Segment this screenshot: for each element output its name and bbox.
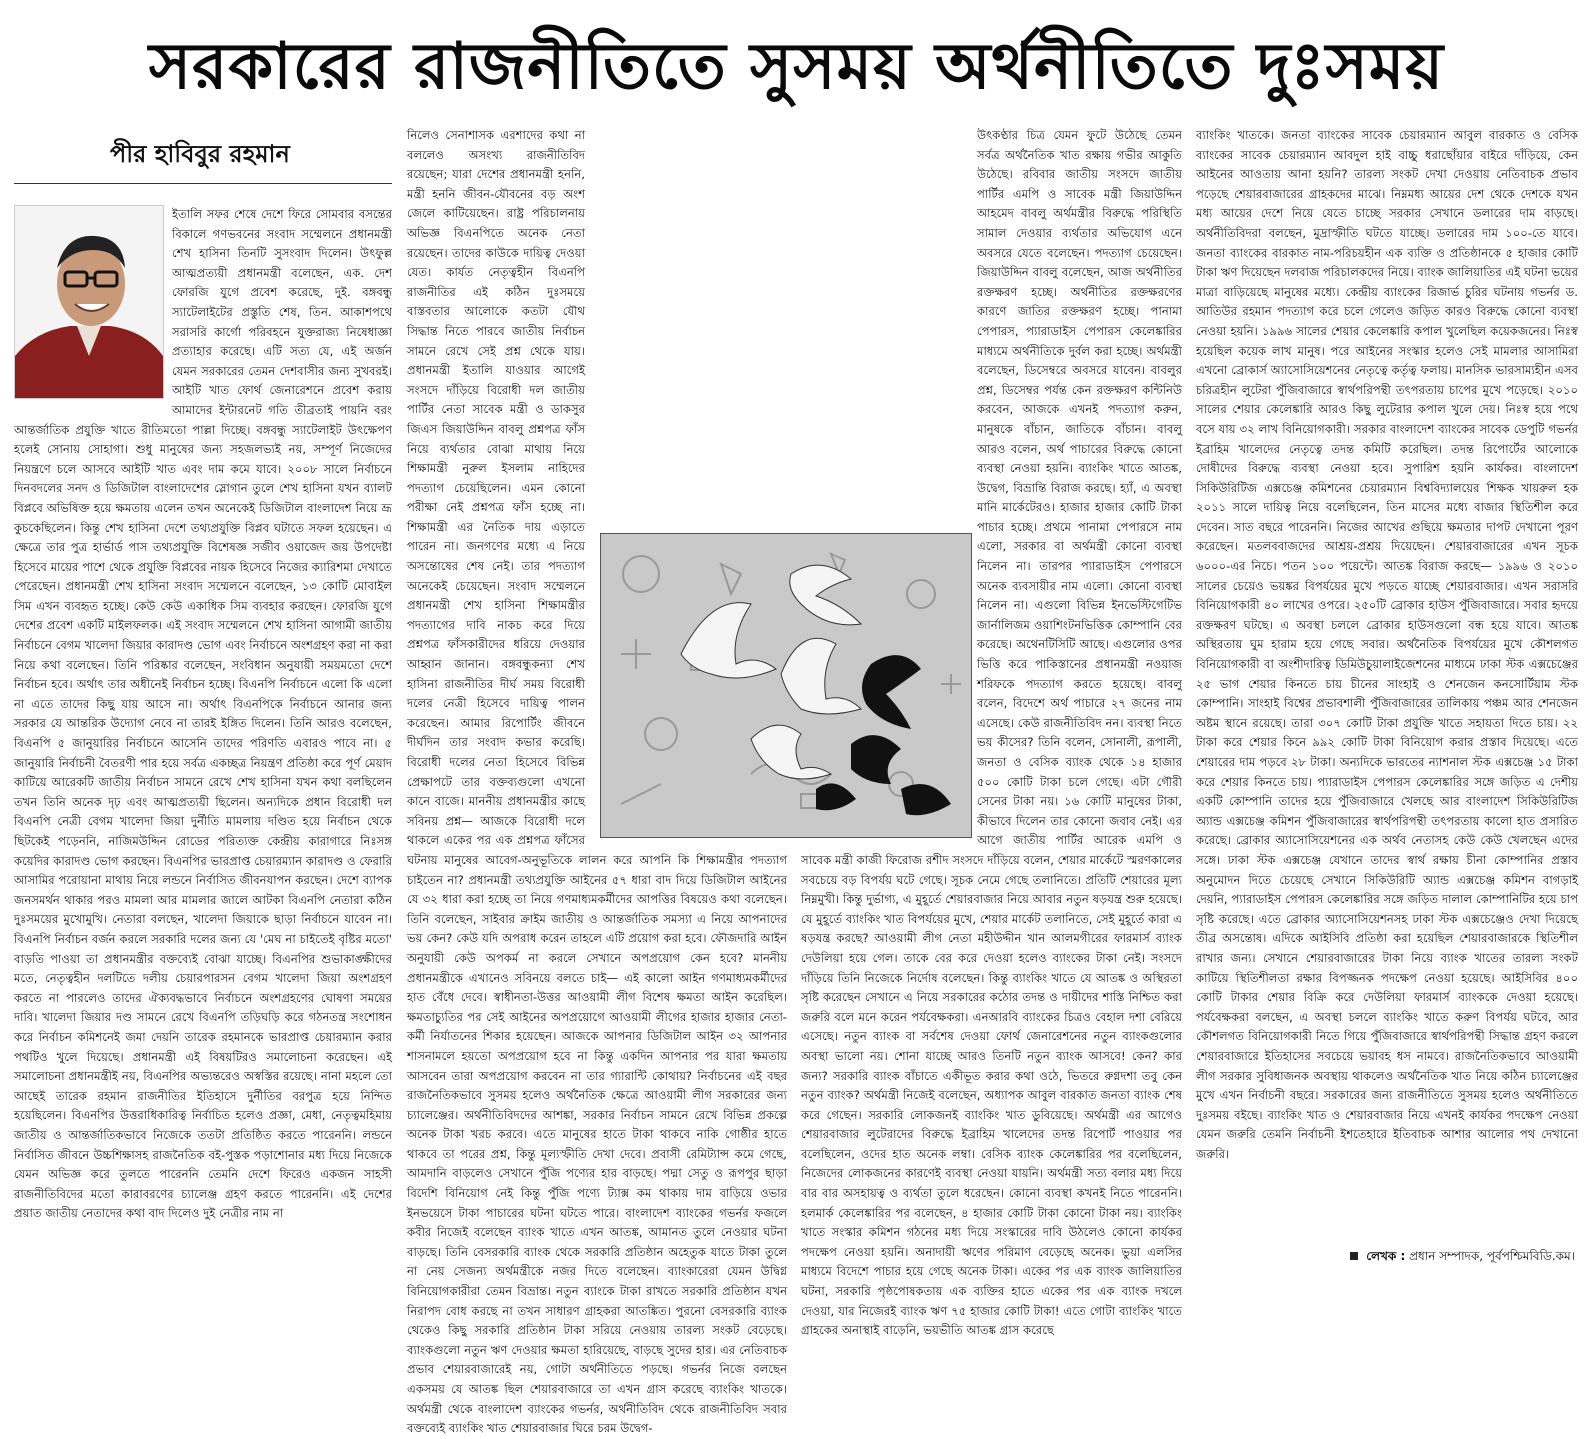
byline-divider <box>14 183 392 184</box>
footer-label: লেখক : <box>1366 1249 1406 1263</box>
author-portrait-icon <box>15 206 163 398</box>
byline: পীর হাবিবুর রহমান <box>110 140 290 168</box>
footer-credit <box>1350 1248 1575 1268</box>
square-bullet-icon <box>1350 1252 1358 1260</box>
flying-doves-illustration-icon <box>601 534 971 837</box>
author-photo <box>14 205 164 399</box>
illustration <box>600 533 972 838</box>
column-1 <box>14 205 392 1265</box>
column-3-text: উৎকণ্ঠার চিত্র যেমন ফুটে উঠেছে তেমন সর্বত্র অর্থনৈতিক খাত রক্ষায় গভীর আকুতি উঠেছে। রবিবার জাতীয় সংসদে জাতীয় পার্টির এমপি ও সাবেক মন্ত্রী জিয়াউদ্দিন আহমেদ বাবলু অর্থমন্ত্রীর বিরুদ্ধে পরিস্থিতি সামাল দেওয়ার ব্যর্থতার অভিযোগ এনে অবসরে যেতে বলেছেন। পদত্যাগ চেয়েছেন। জিয়াউদ্দিন বাবলু বলেছেন, আজ অর্থনীতির রক্তক্ষরণ হচ্ছে। অর্থনীতির রক্তক্ষরণের কারণে জাতির রক্তক্ষরণ হচ্ছে। পানামা পেপারস, প্যারাডাইস পেপারস কেলেঙ্কারির মাধ্যমে অর্থনীতিকে দুর্বল করা হচ্ছে। অর্থমন্ত্রী বলেছেন, ডিসেম্বরে অবসরে যাবেন। বাবলুর প্রশ্ন, ডিসেম্বর পর্যন্ত কেন রক্তক্ষরণ কন্টিনিউ করবেন, আজকে এখনই পদত্যাগ করুন, মানুষকে বাঁচান, জাতিকে বাঁচান। বাবলু আরও বলেন, অর্থ পাচারের বিরুদ্ধে কোনো ব্যবস্থা নেওয়া হয়নি। ব্যাংকিং খাতে আতঙ্ক, উদ্বেগ, বিভ্রান্তি বিরাজ করছে। হ্যাঁ, এ অবস্থা মানি মার্কেটেরও। হাজার হাজার কোটি টাকা পাচার হচ্ছে। প্রথমে পানামা পেপারসে নাম এলো, সরকার বা অর্থমন্ত্রী কোনো ব্যবস্থা নিলেন না। তারপর প্যারাডাইস পেপারসে অনেক ব্যবসায়ীর নাম এলো। কোনো ব্যবস্থা নিলেন না। এগুলো বিভিন্ন ইনভেস্টিগেটিভ জার্নালিজম ওয়াশিংটনভিত্তিক কোম্পানি বের করেছে। অথেনটিসিটি আছে। এগুলোর ওপর ভিত্তি করে পাকিস্তানের প্রধানমন্ত্রী নওয়াজ শরিফকে পদত্যাগ করতে হয়েছে। বাবলু বলেন, বিদেশে অর্থ পাচারে ২৭ জনের নাম এসেছে। কেউ রাজনীতিবিদ নন। ব্যবস্থা নিতে ভয় কীসের? তিনি বলেন, সোনালী, রূপালী, জনতা ও বেসিক ব্যাংক থেকে ১৪ হাজার ৫০০ কোটি টাকা চলে গেছে। এটা গৌরী সেনের টাকা নয়। ১৬ কোটি মানুষের টাকা, কীভাবে দিলেন তার কোনো জবাব নেই। এর আগে জাতীয় পার্টির আরেক এমপি ও সাবেক মন্ত্রী কাজী ফিরোজ রশীদ সংসদে দাঁড়িয়ে বলেন, শেয়ার মার্কেটে স্মরণকালের সবচেয়ে বড় বিপর্যয় ঘটে গেছে। সূচক নেমে গেছে তলানিতে। প্রতিটি শেয়ারের মূল্য নিম্নমুখী। কিন্তু দুর্ভাগ্য, এ মুহূর্তে শেয়ারবাজার নিয়ে আবার নতুন ষড়যন্ত্র শুরু হয়েছে। যে মুহূর্তে ব্যাংকিং খাত বিপর্যয়ের মুখে, শেয়ার মার্কেট তলানিতে, সেই মুহূর্তে কারা এ ষড়যন্ত্র করছে? আওয়ামী লীগ নেতা মহীউদ্দীন খান আলমগীরের ফারমার্স ব্যাংক দেউলিয়া হয়ে গেল। তাকে বের করে দেওয়া হলেও ব্যাংকের টাকা নেই। সংসদে দাঁড়িয়ে তিনি নিজেকে নির্দোষ বলেছেন। কিন্তু ব্যাংকিং খাতে যে আতঙ্ক ও অস্থিরতা সৃষ্টি করেছেন সেখানে এ নিয়ে সরকারের কঠোর তদন্ত ও দায়ীদের শাস্তি নিশ্চিত করা জরুরি বলে মনে করেন পর্যবেক্ষকরা। এনআরবি ব্যাংকের চিত্রও বেহাল দশা বেরিয়ে এসেছে। নতুন ব্যাংক বা সর্বশেষ দেওয়া ফোর্থ জেনারেশনের নতুন ব্যাংকগুলোর অবস্থা ভালো নয়। শোনা যাচ্ছে আরও তিনটি নতুন ব্যাংক আসবে! কেন? কার জন্য? সরকারি ব্যাংক বাঁচাতে একীভূত করার কথা ওঠে, ভিতরে রুগ্নদশা তবু কেন নতুন ব্যাংক? অর্থমন্ত্রী নিজেই বলেছেন, অধ্যাপক আবুল বারকাত জনতা ব্যাংক শেষ করে গেছেন। সরকারি লোকজনই ব্যাংকিং খাত ডুবিয়েছে। অর্থমন্ত্রী এর আগেও শেয়ারবাজার লুটেরাদের বিরুদ্ধে ইব্রাহিম খালেদের তদন্ত রিপোর্ট পাওয়ার পর বলেছিলেন, ওদের হাত অনেক লম্বা। বেসিক ব্যাংক কেলেঙ্কারির পর বলেছিলেন, নিজেদের লোকজনের কারণেই ব্যবস্থা নেওয়া যায়নি। অর্থমন্ত্রী সত্য বলার মধ্য দিয়ে বার বার অসহায়ত্ব ও ব্যর্থতা তুলে ধরেছেন। কোনো ব্যবস্থা কখনই নিতে পারেননি। হলমার্ক কেলেঙ্কারির পর বলেছেন, ৪ হাজার কোটি টাকা কোনো টাকা নয়। ব্যাংকিং খাতে সংস্কার কমিশন গঠনের মধ্য দিয়ে সংস্কারের দাবি উঠলেও কোনো কার্যকর পদক্ষেপ নেওয়া হয়নি। অনাদায়ী ঋণের পরিমাণ বেড়েছে অনেক। ভুয়া এলসির মাধ্যমে বিদেশে পাচার হয়ে গেছে অনেক টাকা। একের পর এক ব্যাংক জালিয়াতির ঘটনা, সরকারি পৃষ্ঠপোষকতায় এক ব্যক্তির হাতে একের পর এক ব্যাংক দখলে দেওয়া, যার নিজেরই ব্যাংক ঋণ ৭৫ হাজার কোটি টাকা! এতে গোটা ব্যাংকিং খাতে গ্রাহকের অনাস্থাই বাড়েনি, ভয়ভীতি আতঙ্ক গ্রাস করেছে <box>801 128 1182 1338</box>
column-1-text: ইতালি সফর শেষে দেশে ফিরে সোমবার বসন্তের বিকালে গণভবনের সংবাদ সম্মেলনে প্রধানমন্ত্রী শেখ হাসিনা তিনটি সুসংবাদ দিলেন। উৎফুল্ল আত্মপ্রত্যয়ী প্রধানমন্ত্রী বলেছেন, এক. দেশ ফোরজি যুগে প্রবেশ করেছে, দুই. বঙ্গবন্ধু স্যাটেলাইটের প্রস্তুতি শেষ, তিন. আকাশপথে সরাসরি কার্গো পরিবহনে যুক্তরাজ্য নিষেধাজ্ঞা প্রত্যাহার করেছে। এটি সত্য যে, এই অর্জন যেমন সরকারের তেমন দেশবাসীর জন্য সুখবরই। আইটি খাত ফোর্থ জেনারেশনে প্রবেশ করায় আমাদের ইন্টারনেট গতি তীব্রতাই পায়নি বরং আন্তর্জাতিক প্রযুক্তি খাতে রীতিমতো পাল্লা দিচ্ছে। বঙ্গবন্ধু স্যাটেলাইট উৎক্ষেপণ হলেই সোনায় সোহাগা। শুধু মানুষের জন্য সহজলভ্যই নয়, সম্পূর্ণ নিজেদের নিয়ন্ত্রণে চলে আসবে আইটি খাত এবং দাম কমে যাবে। ২০০৮ সালে নির্বাচনে দিনবদলের সনদ ও ডিজিটাল বাংলাদেশের স্লোগান তুলে শেখ হাসিনা যখন ব্যালট বিপ্লবে অভিষিক্ত হয়ে ক্ষমতায় এলেন তখন অনেকেই ডিজিটাল বাংলাদেশ নিয়ে ভ্রূ কুচকেছিলেন। কিন্তু শেখ হাসিনা দেশে তথ্যপ্রযুক্তি বিপ্লব ঘটাতে সফল হয়েছেন। এ ক্ষেত্রে তার পুত্র হার্ভার্ড পাস তথ্যপ্রযুক্তি বিশেষজ্ঞ সজীব ওয়াজেদ জয় উপদেষ্টা হিসেবে মায়ের পাশে থেকে প্রযুক্তি বিপ্লবের নায়ক হিসেবে নিজের ক্যারিশমা দেখাতে পেরেছেন। প্রধানমন্ত্রী শেখ হাসিনা সংবাদ সম্মেলনে বলেছেন, ১৩ কোটি মোবাইল সিম এখন ব্যবহৃত হচ্ছে। কেউ কেউ একাধিক সিম ব্যবহার করছেন। ফোরজি যুগে দেশের প্রবেশ একটি মাইলফলক। এই সংবাদ সম্মেলনে শেখ হাসিনা আগামী জাতীয় নির্বাচনে বেগম খালেদা জিয়ার কারাদণ্ড ভোগ এবং নির্বাচনে অংশগ্রহণ করা না করা নিয়ে কথা বলেছেন। তিনি পরিষ্কার বলেছেন, সংবিধান অনুযায়ী সময়মতো দেশে নির্বাচন হবে। অর্থাৎ তার অধীনেই নির্বাচন হচ্ছে। বিএনপি নির্বাচনে এলো কি এলো না এতে তাদের কিছু যায় আসে না। অর্থাৎ বিএনপিকে নির্বাচনে আনার জন্য সরকার যে আন্তরিক উদ্যোগ নেবে না তারই ইঙ্গিত দিলেন। তিনি আরও বলেছেন, বিএনপি ৫ জানুয়ারির নির্বাচনে আসেনি তাদের পরিণতি এবারও পাবে না। ৫ জানুয়ারি নির্বাচনী বৈতরণী পার হয়ে সর্বত্র একচ্ছত্র নিয়ন্ত্রণ প্রতিষ্ঠা করে পূর্ণ মেয়াদ কাটিয়ে আরেকটি জাতীয় নির্বাচন সামনে রেখে শেখ হাসিনা যখন কথা বলছিলেন তখন তিনি অনেক দৃঢ় এবং আত্মপ্রত্যয়ী ছিলেন। অন্যদিকে প্রধান বিরোধী দল বিএনপি নেত্রী বেগম খালেদা জিয়া দুর্নীতি মামলায় দণ্ডিত হয়ে নির্বাচন থেকে ছিটকেই পড়েননি, নাজিমউদ্দিন রোডের পরিত্যক্ত কেন্দ্রীয় কারাগারে নিঃসঙ্গ কয়েদির কারাদণ্ড ভোগ করছেন। বিএনপির ভারপ্রাপ্ত চেয়ারম্যান কারাদণ্ড ও ফেরারি আসামির পরোয়ানা মাথায় নিয়ে লন্ডনে নির্বাসিত জীবনযাপন করছেন। দেশে ব্যাপক জনসমর্থন থাকার পরও মামলা আর মামলার জালে আটকা বিএনপি নেতারা কঠিন দুঃসময়ের মুখোমুখি। নেতারা বলছেন, খালেদা জিয়াকে ছাড়া নির্বাচনে যাবেন না। বিএনপি নির্বাচন বর্জন করলে সরকারি দলের জন্য যে 'মেঘ না চাইতেই বৃষ্টির মতো' বাড়তি পাওয়া তা প্রধানমন্ত্রীর বক্তব্যেই বোঝা যাচ্ছে। বিএনপির শুভাকাঙ্ক্ষীদের মতে, নেতৃত্বহীন দলটিতে দলীয় চেয়ারপারসন বেগম খালেদা জিয়া অংশগ্রহণ করতে না পারলেও তাদের ঐক্যবদ্ধভাবে নির্বাচনে অংশগ্রহণের ঘোষণা সময়ের দাবি। খালেদা জিয়ার দণ্ড সামনে রেখে বিএনপি তড়িঘড়ি করে গঠনতন্ত্র সংশোধন করে নির্বাচন কমিশনেই জমা দেয়নি তারেক রহমানকে ভারপ্রাপ্ত চেয়ারম্যান করার পথটিও খুলে দিয়েছে। প্রধানমন্ত্রী এই বিষয়টিরও সমালোচনা করেছেন। এই সমালোচনা প্রধানমন্ত্রীই নয়, বিএনপির অভ্যন্তরেও অস্বস্তির রয়েছে। নানা মহলে তো আছেই তারেক রহমান রাজনীতির ইতিহাসে দুর্নীতির বরপুত্র হয়ে নিন্দিত হয়েছিলেন। বিএনপির উত্তরাধিকারিত্ব নির্বাচিত হলেও প্রজ্ঞা, মেধা, নেতৃত্বমহিমায় জাতীয় ও আন্তর্জাতিকভাবে নিজেকে ততটা প্রতিষ্ঠিত করতে পারেননি। লন্ডনে নির্বাসিত জীবনে উচ্চশিক্ষাসহ রাজনৈতিক বই-পুস্তক পড়াশোনার মধ্য দিয়ে নিজেকে যেমন অভিজ্ঞ করে তুলতে পারেননি তেমনি দেশে ফিরেও একজন সাহসী রাজনীতিবিদের মতো কারাবরণের চ্যালেঞ্জ গ্রহণ করতে পারেননি। এই দেশের প্রয়াত জাতীয় নেতাদের কথা বাদ দিলেও দুই নেত্রীর নাম না <box>14 207 392 1221</box>
column-4 <box>1196 126 1578 1246</box>
headline: সরকারের রাজনীতিতে সুসময় অর্থনীতিতে দুঃসময় <box>148 30 1445 104</box>
column-4-text: ব্যাংকিং খাতকে। জনতা ব্যাংকের সাবেক চেয়ারম্যান আবুল বারকাত ও বেসিক ব্যাংকের সাবেক চেয়ারম্যান আবদুল হাই বাচ্চু ধরাছোঁয়ার বাইরে দাঁড়িয়ে, কেন আইনের আওতায় আনা হয়নি? তারল্য সংকট দেখা দেওয়ায় নেতিবাচক প্রভাব পড়েছে শেয়ারবাজারের গ্রাহকদের মাঝে। নিম্নমধ্য আয়ের দেশ থেকে দেশকে যখন মধ্য আয়ের দেশে নিয়ে যেতে চাচ্ছে সরকার সেখানে ডলারের দাম বাড়ছে। অর্থনীতিবিদরা বলছেন, মুদ্রাস্ফীতি ঘটতে যাচ্ছে। ডলারের দাম ১০০-তে যাবে। জনতা ব্যাংকের বারকাত নাম-পরিচয়হীন এক ব্যক্তি ও প্রতিষ্ঠানকে ৫ হাজার কোটি টাকা ঋণ দিয়েছেন দলবাজ পরিচালকদের নিয়ে। ব্যাংক জালিয়াতির এই ঘটনা ভয়ের মাত্রা বাড়িয়েছে মানুষের মধ্যে। কেন্দ্রীয় ব্যাংকের রিজার্ভ চুরির ঘটনায় গভর্নর ড. আতিউর রহমান পদত্যাগ করে চলে গেলেও জড়িত কারও বিরুদ্ধে কোনো ব্যবস্থা নেওয়া হয়নি। ১৯৯৬ সালের শেয়ার কেলেঙ্কারি কপাল খুলেছিল কয়েকজনের। নিঃস্ব হয়েছিল কয়েক লাখ মানুষ। পরে আইনের সংস্কার হলেও সেই মামলার আসামিরা এখনো ব্রোকার্স অ্যাসোসিয়েশনের নেতৃত্বে কর্তৃত্ব ফলায়। মানসিক ভারসাম্যহীন এসব চরিত্রহীন লুটেরা পুঁজিবাজারে স্বার্থপরিপন্থী তৎপরতায় চাপের মুখে পড়েছে। ২০১০ সালের শেয়ার কেলেঙ্কারি আরও কিছু লুটেরার কপাল খুলে দেয়। নিঃস্ব হয়ে পথে বসে যায় ৩২ লাখ বিনিয়োগকারী। সরকার বাংলাদেশ ব্যাংকের সাবেক ডেপুটি গভর্নর ইব্রাহিম খালেদের নেতৃত্বে তদন্ত কমিটি করেছিল। তদন্ত রিপোর্টের আলোকে দোষীদের বিরুদ্ধে ব্যবস্থা নেওয়া হবে। সুপারিশ হয়নি কার্যকর। বাংলাদেশ সিকিউরিটিজ এক্সচেঞ্জ কমিশনের চেয়ারম্যান বিশ্ববিদ্যালয়ের শিক্ষক খায়রুল হক ২০১১ সালে দায়িত্ব নিয়ে বলেছিলেন, তিন মাসের মধ্যে বাজার স্থিতিশীল করে দেবেন। সাত বছরে পারেননি। নিজের আখের গুছিয়ে ক্ষমতার দাপট দেখানো পূরণ করেছেন। মতলববাজদের আশ্রয়-প্রশ্রয় দিয়েছেন। শেয়ারবাজারের এখন সূচক ৬০০০-এর নিচে। পতন ১০০ পয়েন্টে। আতঙ্ক বিরাজ করছে— ১৯৯৬ ও ২০১০ সালের চেয়েও ভয়ঙ্কর বিপর্যয়ের মুখে পড়তে যাচ্ছে শেয়ারবাজার। এখন সরাসরি বিনিয়োগকারী ৪০ লাখের ওপরে। ২৫০টি ব্রোকার হাউস পুঁজিবাজারে। সবার হৃদয়ে রক্তক্ষরণ ঘটছে। এ অবস্থা চললে ব্রোকার হাউসগুলো বন্ধ হয়ে যাবে। আতঙ্ক অস্থিরতায় ঘুম হারাম হয়ে গেছে সবার। অর্থনৈতিক বিপর্যয়ের মুখে কৌশলগত বিনিয়োগকারী বা অংশীদারিত্ব ডিমিউচুয়ালাইজেশনের মাধ্যমে ঢাকা স্টক এক্সচেঞ্জের ২৫ ভাগ শেয়ার কিনতে চায় চীনের সাংহাই ও শেনজেন কনসোর্টিয়াম স্টক কোম্পানি। সাংহাই বিশ্বের প্রভাবশালী পুঁজিবাজারের তালিকায় পঞ্চম আর শেনজেন অষ্টম স্থানে রয়েছে। তারা ৩০৭ কোটি টাকা প্রযুক্তি খাতে সহায়তা দিতে চায়। ২২ টাকা করে শেয়ার কিনে ৯৯২ কোটি টাকা বিনিয়োগ করার প্রস্তাব দিয়েছে। এতে শেয়ারের দাম পড়বে ২৮ টাকা। অন্যদিকে ভারতের ন্যাশনাল স্টক এক্সচেঞ্জ ১৫ টাকা করে শেয়ার কিনতে চায়। প্যারাডাইস পেপারস কেলেঙ্কারির সঙ্গে জড়িত এ দেশীয় একটি কোম্পানি তাদের হয়ে পুঁজিবাজারে খেলছে আর বাংলাদেশ সিকিউরিটিজ অ্যান্ড এক্সচেঞ্জ কমিশন পুঁজিবাজারের স্বার্থপরিপন্থী তৎপরতায় কালো হাত প্রসারিত করেছে। ব্রোকার অ্যাসোসিয়েশনের এক অর্থব নেতাসহ কেউ কেউ খেলছেন এদের সঙ্গে। ঢাকা স্টক এক্সচেঞ্জ যেখানে তাদের স্বার্থ রক্ষায় চীনা কোম্পানির প্রস্তাব অনুমোদন দিতে চেয়েছে সেখানে সিকিউরিটি অ্যান্ড এক্সচেঞ্জ কমিশন বাগড়াই দেয়নি, প্যারাডাইস পেপারস কেলেঙ্কারির সঙ্গে জড়িত দালাল কোম্পানিটির হয়ে চাপ সৃষ্টি করেছে। এতে ব্রোকার অ্যাসোসিয়েশনসহ ঢাকা স্টক এক্সচেঞ্জেও দেখা দিয়েছে তীব্র অসন্তোষ। এদিকে আইসিবি প্রতিষ্ঠা করা হয়েছিল শেয়ারবাজারকে স্থিতিশীল রাখার জন্য। সেখানে শেয়ারবাজারের টাকা নিয়ে ব্যাংক খাতের তারল্য সংকট কাটিয়ে স্থিতিশীলতা রক্ষার বিপজ্জনক পদক্ষেপ নেওয়া হয়েছে। আইসিবির ৪০০ কোটি টাকার শেয়ার বিক্রি করে দেউলিয়া ফারমার্স ব্যাংককে দেওয়া হয়েছে। পর্যবেক্ষকরা বলছেন, এ অবস্থা চললে ব্যাংকিং খাতে করুণ বিপর্যয় ঘটবে, আর কৌশলগত বিনিয়োগকারী নিতে গিয়ে পুঁজিবাজারে স্বার্থপরিপন্থী সিদ্ধান্ত গ্রহণ করলে শেয়ারবাজারে ইতিহাসের সবচেয়ে ভয়াবহ ধস নামবে। রাজনৈতিকভাবে আওয়ামী লীগ সরকার সুবিধাজনক অবস্থায় থাকলেও অর্থনৈতিক খাত নিয়ে কঠিন চ্যালেঞ্জের মুখে এখন নির্বাচনী বছরে। সরকারের জন্য রাজনীতিতে সুসময় হলেও অর্থনীতিতে দুঃসময় বইছে। ব্যাংকিং খাত ও শেয়ারবাজার নিয়ে এখনই কার্যকর পদক্ষেপ নেওয়া যেমন জরুরি তেমনি নির্বাচনী ইশতেহারে ইতিবাচক আশার আলোর পথ দেখানো জরুরি। <box>1196 128 1578 1161</box>
footer-text: প্রধান সম্পাদক, পূর্বপশ্চিমবিডি.কম। <box>1409 1249 1575 1263</box>
column-2-text: নিলেও সেনাশাসক এরশাদের কথা না বললেও অসংখ্য রাজনীতিবিদ রয়েছেন; যারা দেশের প্রধানমন্ত্রী হননি, মন্ত্রী হননি জীবন-যৌবনের বড় অংশ জেলে কাটিয়েছেন। রাষ্ট্র পরিচালনায় অভিজ্ঞ বিএনপিতে অনেক নেতা রয়েছেন। তাদের কাউকে দায়িত্ব দেওয়া যেত। কার্যত নেতৃত্বহীন বিএনপি রাজনীতির এই কঠিন দুঃসময়ে বাস্তবতার আলোকে কতটা যৌথ সিদ্ধান্ত নিতে পারবে জাতীয় নির্বাচন সামনে রেখে সেই প্রশ্ন থেকে যায়। প্রধানমন্ত্রী ইতালি যাওয়ার আগেই সংসদে দাঁড়িয়ে বিরোধী দল জাতীয় পার্টির নেতা সাবেক মন্ত্রী ও ডাকসুর জিএস জিয়াউদ্দিন বাবলু প্রশ্নপত্র ফাঁস নিয়ে ব্যর্থতার বোঝা মাথায় নিয়ে শিক্ষামন্ত্রী নুরুল ইসলাম নাহিদের পদত্যাগ চেয়েছিলেন। এমন কোনো পরীক্ষা নেই প্রশ্নপত্র ফাঁস হচ্ছে না। শিক্ষামন্ত্রী এর নৈতিক দায় এড়াতে পারেন না। জনগণের মধ্যে এ নিয়ে অসন্তোষের শেষ নেই। তার পদত্যাগ অনেকেই চেয়েছেন। সংবাদ সম্মেলনে প্রধানমন্ত্রী শেখ হাসিনা শিক্ষামন্ত্রীর পদত্যাগের দাবি নাকচ করে দিয়ে প্রশ্নপত্র ফাঁসকারীদের ধরিয়ে দেওয়ার আহ্বান জানান। বঙ্গবন্ধুকন্যা শেখ হাসিনা রাজনীতির দীর্ঘ সময় বিরোধী দলের নেত্রী হিসেবে দায়িত্ব পালন করেছেন। আমার রিপোর্টিং জীবনে দীর্ঘদিন তার সংবাদ কভার করেছি। বিরোধী দলের নেতা হিসেবে বিভিন্ন প্রেক্ষাপটে তার বক্তব্যগুলো এখনো কানে বাজে। মাননীয় প্রধানমন্ত্রীর কাছে সবিনয় প্রশ্ন— আজকে বিরোধী দলে থাকলে একের পর এক প্রশ্নপত্র ফাঁসের ঘটনায় মানুষের আবেগ-অনুভূতিকে লালন করে আপনি কি শিক্ষামন্ত্রীর পদত্যাগ চাইতেন না? প্রধানমন্ত্রী তথ্যপ্রযুক্তি আইনের ৫৭ ধারা বাদ দিয়ে ডিজিটাল আইনের যে ৩২ ধারা করা হচ্ছে তা নিয়ে গণমাধ্যমকর্মীদের আপত্তির বিষয়েও কথা বলেছেন। তিনি বলেছেন, সাইবার ক্রাইম জাতীয় ও আন্তর্জাতিক সমস্যা এ নিয়ে আপনাদের ভয় কেন? কেউ যদি অপরাধ করেন তাহলে এটি প্রয়োগ করা হবে। ফৌজদারি আইন অনুযায়ী কেউ অপকর্ম না করলে সেখানে অপপ্রয়োগ কেন হবে? মাননীয় প্রধানমন্ত্রীকে এখানেও সবিনয়ে বলতে চাই— এই কালো আইন গণমাধ্যমকর্মীদের হাত বেঁধে দেবে। স্বাধীনতা-উত্তর আওয়ামী লীগ বিশেষ ক্ষমতা আইন করেছিল। ক্ষমতাচ্যুতির পর সেই আইনের অপপ্রয়োগে আওয়ামী লীগের হাজার হাজার নেতা-কর্মী নির্যাতনের শিকার হয়েছেন। আজকে আপনার ডিজিটাল আইন ৩২ আপনার শাসনামলে হয়তো অপপ্রয়োগ হবে না কিন্তু একদিন আপনার পর যারা ক্ষমতায় আসবেন তারা অপপ্রয়োগ করবেন না তার গ্যারান্টি কোথায়? নির্বাচনের এই বছর রাজনৈতিকভাবে সুসময় হলেও অর্থনৈতিক ক্ষেত্রে আওয়ামী লীগ সরকারের জন্য চ্যালেঞ্জের। অর্থনীতিবিদদের আশঙ্কা, সরকার নির্বাচন সামনে রেখে বিভিন্ন প্রকল্পে অনেক টাকা খরচ করবে। এতে মানুষের হাতে টাকা থাকবে নাকি গোষ্ঠীর হাতে থাকবে তা পরের প্রশ্ন, কিন্তু মূল্যস্ফীতি দেখা দেবে। প্রবাসী রেমিট্যান্স কমে গেছে, আমদানি বাড়লেও সেখানে পুঁজি পণ্যের হার বাড়ছে। পদ্মা সেতু ও রূপপুর ছাড়া বিদেশি বিনিয়োগ নেই কিন্তু পুঁজি পণ্যে ট্যাক্স কম থাকায় দাম বাড়িয়ে ওভার ইনভয়েসে টাকা পাচারের ঘটনা ঘটতে পারে। বাংলাদেশ ব্যাংকের গভর্নর ফজলে কবীর নিজেই বলেছেন ব্যাংক খাতে এখন আতঙ্ক, আমানত তুলে নেওয়ার ঘটনা বাড়ছে। তিনি বেসরকারি ব্যাংক থেকে সরকারি প্রতিষ্ঠান অহেতুক যাতে টাকা তুলে না নেয় সেজন্য অর্থমন্ত্রীকে নজর দিতে বলেছেন। ব্যাংকারেরা যেমন উদ্বিগ্ন বিনিয়োগকারীরা তেমন বিভ্রান্ত। নতুন ব্যাংকে টাকা রাখতে সরকারি প্রতিষ্ঠান যখন নিরাপদ বোধ করছে না তখন সাধারণ গ্রাহকরা আতঙ্কিত। পুরনো বেসরকারি ব্যাংক থেকেও কিছু সরকারি প্রতিষ্ঠান টাকা সরিয়ে নেওয়ায় তারল্য সংকট বেড়েছে। ব্যাংকগুলো নতুন ঋণ দেওয়ার ক্ষমতা হারিয়েছে, বাড়ছে সুদের হার। এর নেতিবাচক প্রভাব শেয়ারবাজারেই নয়, গোটা অর্থনীতিতে পড়ছে। গভর্নর নিজে বলছেন একসময় যে আতঙ্ক ছিল শেয়ারবাজারে তা এখন গ্রাস করেছে ব্যাংকিং খাতকে। অর্থমন্ত্রী থেকে বাংলাদেশ ব্যাংকের গভর্নর, অর্থনীতিবিদ থেকে রাজনীতিবিদ সবার বক্তব্যেই ব্যাংকিং খাত শেয়ারবাজার ঘিরে চরম উদ্বেগ- <box>407 128 787 1436</box>
